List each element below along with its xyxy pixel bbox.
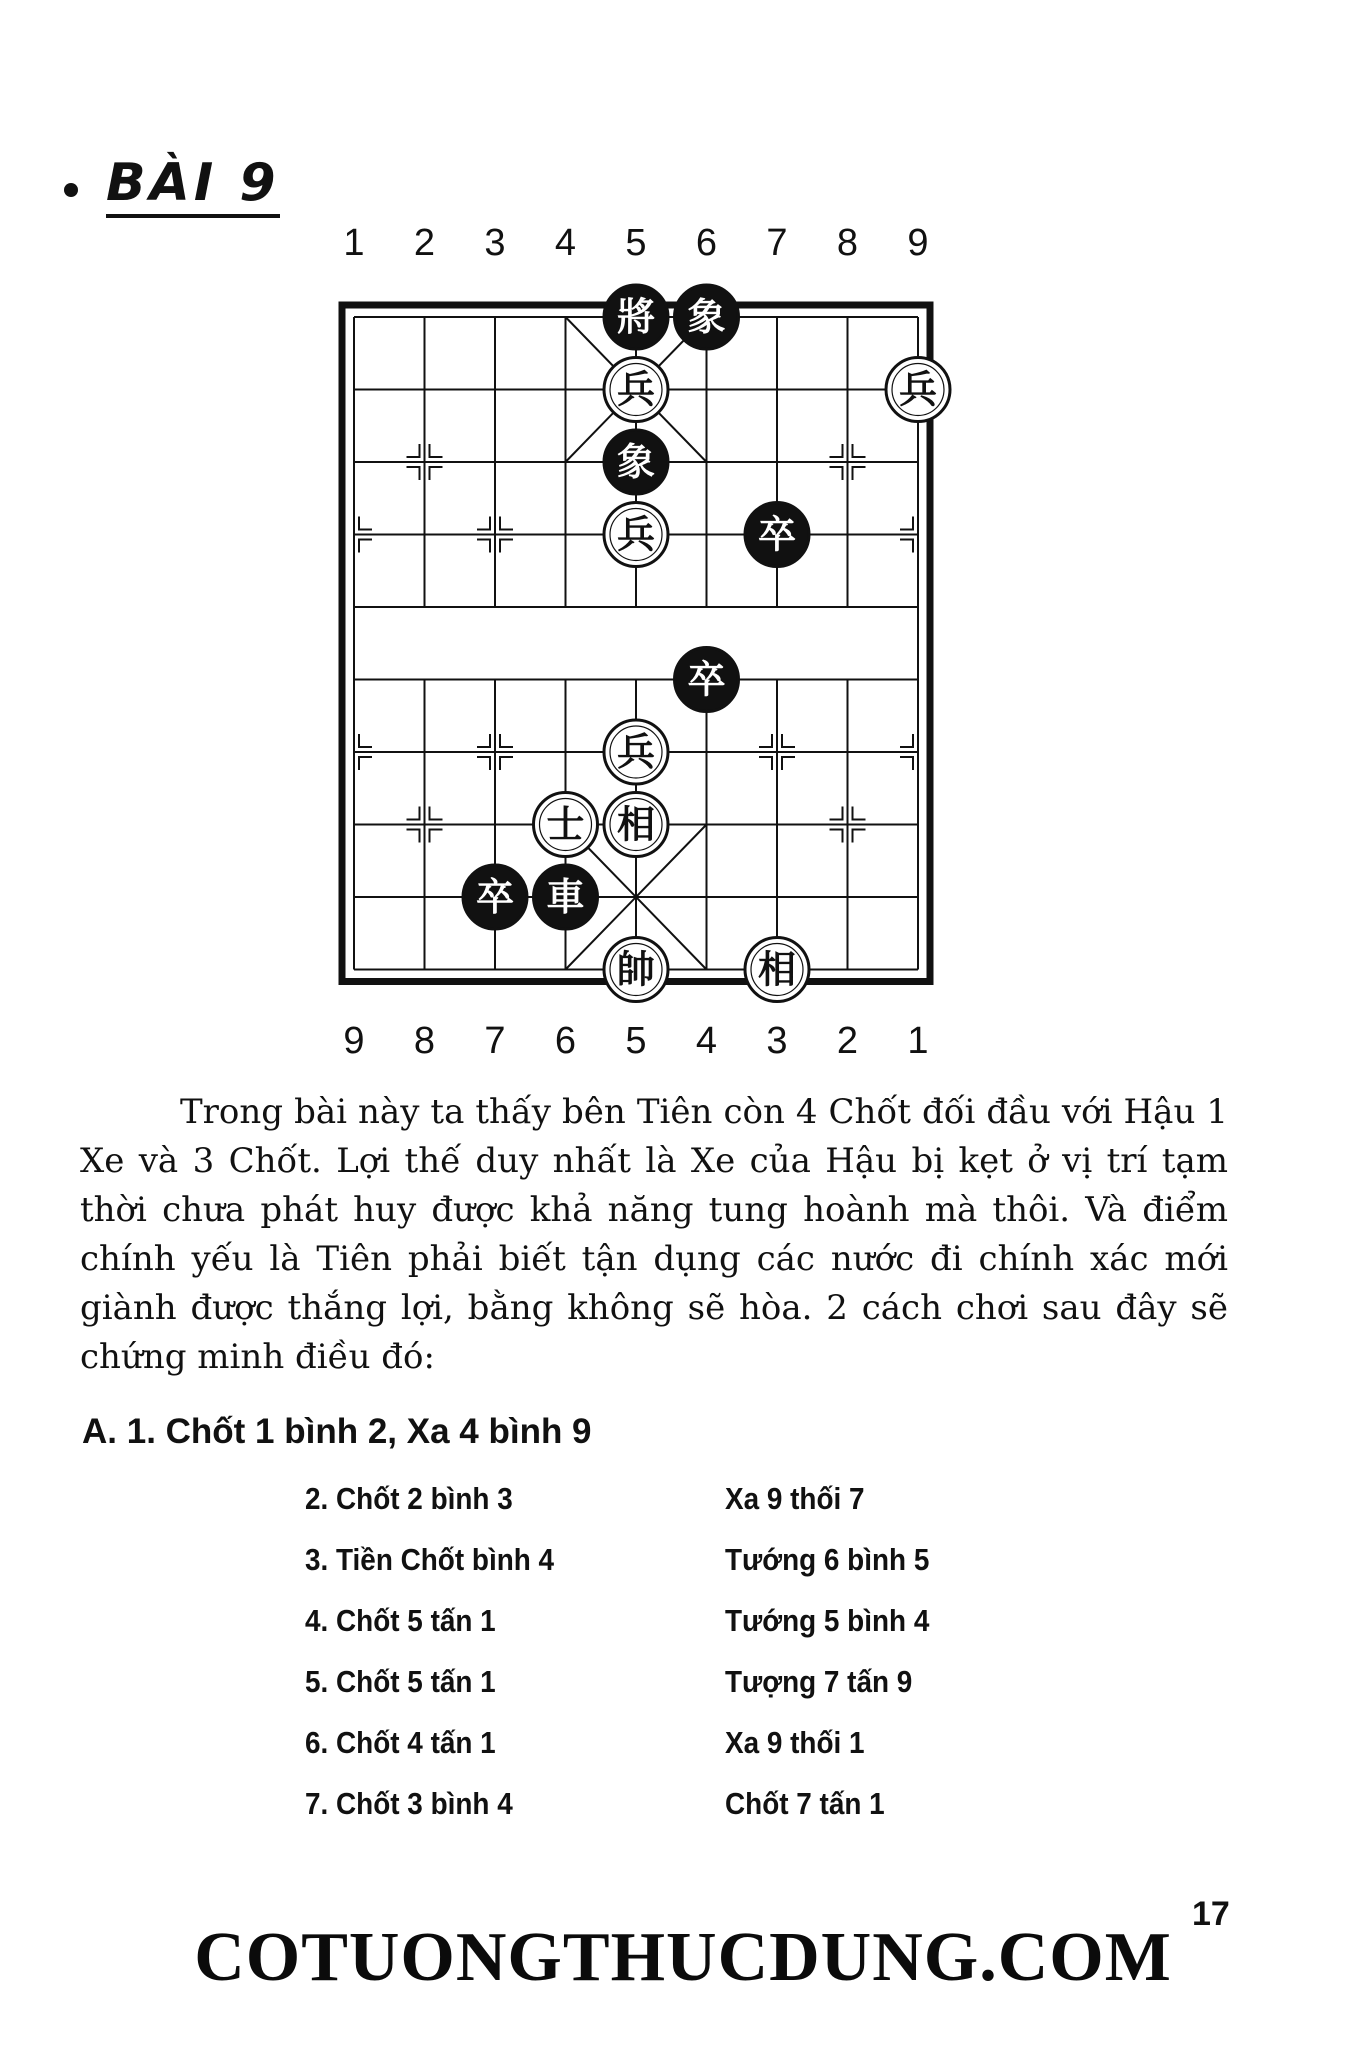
position-marker — [759, 734, 772, 747]
lesson-title — [64, 150, 280, 220]
piece-label: 帥 — [616, 947, 656, 992]
bullet-icon — [64, 183, 78, 197]
move-row — [305, 1651, 1105, 1712]
piece-label: 相 — [757, 947, 797, 992]
piece-label: 士 — [546, 802, 585, 847]
position-marker — [853, 444, 866, 457]
position-marker — [759, 757, 772, 770]
piece-label: 兵 — [898, 367, 938, 412]
piece-label: 卒 — [687, 657, 726, 702]
position-marker — [830, 830, 843, 843]
lesson-title-text: BÀI 9 — [106, 152, 280, 218]
file-label-bottom: 5 — [625, 1020, 647, 1062]
position-marker — [782, 757, 795, 770]
piece-label: 兵 — [616, 367, 656, 412]
position-marker — [900, 734, 913, 747]
position-marker — [900, 757, 913, 770]
piece-label: 卒 — [475, 875, 515, 919]
xiangqi-diagram — [318, 225, 958, 1065]
position-marker — [430, 467, 443, 480]
lesson-description — [80, 1088, 1228, 1382]
file-label-top: 7 — [766, 225, 788, 264]
move-row — [305, 1529, 1105, 1590]
file-label-bottom: 4 — [695, 1020, 718, 1062]
position-marker — [830, 807, 843, 820]
position-marker — [500, 540, 513, 553]
file-label-bottom: 8 — [413, 1020, 436, 1062]
move-row — [305, 1773, 1105, 1834]
piece-label: 卒 — [757, 512, 797, 557]
file-label-bottom: 3 — [766, 1020, 788, 1062]
file-label-bottom: 1 — [907, 1020, 929, 1062]
piece-label: 將 — [616, 295, 656, 339]
position-marker — [830, 467, 843, 480]
position-marker — [407, 830, 420, 843]
position-marker — [430, 830, 443, 843]
position-marker — [477, 517, 490, 530]
position-marker — [853, 807, 866, 820]
file-label-top: 6 — [695, 225, 718, 264]
position-marker — [359, 757, 372, 770]
move-black: Tướng 6 bình 5 — [725, 1541, 930, 1577]
file-label-bottom: 2 — [836, 1020, 859, 1062]
piece-label: 相 — [616, 802, 656, 847]
description-paragraph: Trong bài này ta thấy bên Tiên còn 4 Chốt đối đầu với Hậu 1 Xe và 3 Chốt. Lợi thế duy nhất là Xe của Hậu bị kẹt ở vị trí tạm thời chưa phát huy được khả năng tung hoành mà thôi. Và điểm chính yếu là Tiên phải biết tận dụng các nước đi chính xác mới giành được thắng lợi, bằng không sẽ hòa. 2 cách chơi sau đây sẽ chứng minh điều đó: — [80, 1092, 1228, 1377]
file-label-bottom: 6 — [554, 1020, 577, 1062]
move-red: 3. Tiền Chốt bình 4 — [305, 1541, 555, 1577]
position-marker — [477, 757, 490, 770]
position-marker — [407, 807, 420, 820]
position-marker — [853, 830, 866, 843]
move-red: 4. Chốt 5 tấn 1 — [305, 1602, 496, 1638]
file-label-bottom: 9 — [343, 1020, 365, 1062]
move-black: Xa 9 thối 1 — [725, 1724, 865, 1760]
file-label-top: 4 — [554, 225, 577, 264]
position-marker — [900, 540, 913, 553]
variation-heading: A. 1. Chốt 1 bình 2, Xa 4 bình 9 — [82, 1412, 592, 1451]
position-marker — [407, 467, 420, 480]
position-marker — [359, 540, 372, 553]
move-red: 6. Chốt 4 tấn 1 — [305, 1724, 496, 1760]
position-marker — [900, 517, 913, 530]
file-label-top: 1 — [343, 225, 365, 264]
position-marker — [477, 734, 490, 747]
file-label-bottom: 7 — [484, 1020, 506, 1062]
move-black: Tượng 7 tấn 9 — [725, 1663, 913, 1699]
piece-label: 象 — [687, 295, 726, 339]
position-marker — [830, 444, 843, 457]
position-marker — [500, 757, 513, 770]
piece-label: 兵 — [616, 512, 656, 557]
move-red: 7. Chốt 3 bình 4 — [305, 1785, 513, 1821]
move-row — [305, 1468, 1105, 1529]
position-marker — [359, 517, 372, 530]
piece-label: 兵 — [616, 730, 656, 774]
position-marker — [500, 734, 513, 747]
file-label-top: 3 — [484, 225, 506, 264]
move-red: 2. Chốt 2 bình 3 — [305, 1480, 513, 1516]
position-marker — [430, 807, 443, 820]
move-black: Tướng 5 bình 4 — [725, 1602, 930, 1638]
footer-brand: COTUONGTHUCDUNG.COM — [194, 1919, 1172, 1996]
piece-label: 車 — [546, 875, 585, 919]
position-marker — [407, 444, 420, 457]
file-label-top: 9 — [907, 225, 929, 264]
piece-label: 象 — [616, 440, 656, 484]
file-label-top: 2 — [413, 225, 436, 264]
move-row — [305, 1590, 1105, 1651]
position-marker — [853, 467, 866, 480]
position-marker — [430, 444, 443, 457]
move-list — [305, 1468, 1105, 1834]
move-black: Chốt 7 tấn 1 — [725, 1785, 885, 1821]
page-number: 17 — [1192, 1895, 1230, 1933]
position-marker — [359, 734, 372, 747]
position-marker — [500, 517, 513, 530]
move-red: 5. Chốt 5 tấn 1 — [305, 1663, 496, 1699]
position-marker — [477, 540, 490, 553]
position-marker — [782, 734, 795, 747]
file-label-top: 8 — [836, 225, 859, 264]
move-row — [305, 1712, 1105, 1773]
move-black: Xa 9 thối 7 — [725, 1480, 865, 1516]
xiangqi-board — [318, 225, 958, 1065]
file-label-top: 5 — [625, 225, 647, 264]
